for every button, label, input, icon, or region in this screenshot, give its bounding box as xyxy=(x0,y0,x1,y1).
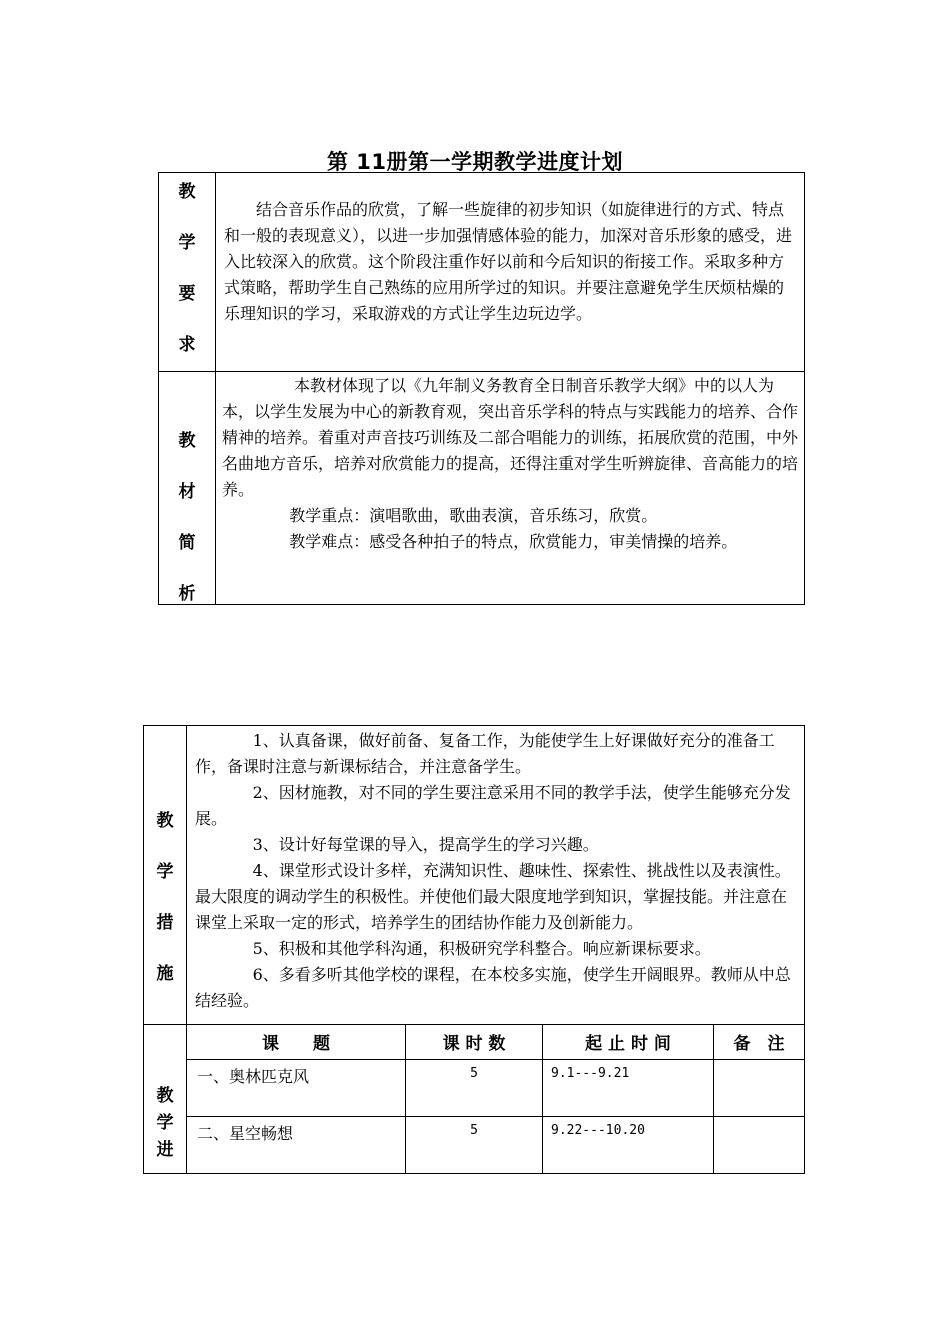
progress-row xyxy=(144,1060,805,1117)
label-char: 析 xyxy=(178,584,196,604)
measures-content xyxy=(187,726,805,1025)
cell-period: 9.1---9.21 xyxy=(543,1060,714,1117)
measures-label xyxy=(144,726,187,1025)
requirements-paragraph: 结合音乐作品的欣赏，了解一些旋律的初步知识（如旋律进行的方式、特点和一般的表现意义），以进一步加强情感体验的能力，加深对音乐形象的感受，进入比较深入的欣赏。这个阶段注重作好以前和今后知识的衔接工作。采取多种方式策略，帮助学生自己熟练的应用所学过的知识。并要注意避免学生厌烦枯燥的乐理知识的学习，采取游戏的方式让学生边玩边学。 xyxy=(224,200,793,323)
measures-item: 4、课堂形式设计多样，充满知识性、趣味性、探索性、挑战性以及表演性。最大限度的调动学生的积极性。并使他们最大限度地学到知识，掌握技能。并注意在课堂上采取一定的形式，培养学生的团结协作能力及创新能力。 xyxy=(195,861,791,932)
materials-difficulty: 教学难点：感受各种拍子的特点，欣赏能力，审美情操的培养。 xyxy=(289,532,738,551)
plan-table-top xyxy=(158,172,805,605)
label-char: 措 xyxy=(156,913,174,933)
materials-focus: 教学重点：演唱歌曲，歌曲表演，音乐练习，欣赏。 xyxy=(289,506,658,525)
col-header-period: 起 止 时 间 xyxy=(543,1025,714,1060)
cell-period: 9.22---10.20 xyxy=(543,1117,714,1174)
label-char: 教 xyxy=(178,431,196,451)
label-char: 学 xyxy=(178,233,196,253)
materials-content xyxy=(216,372,805,605)
page-title: 第 11册第一学期教学进度计划 xyxy=(326,150,624,174)
label-char: 施 xyxy=(156,964,174,984)
label-char: 教 xyxy=(156,1086,174,1106)
cell-note xyxy=(714,1117,805,1174)
label-char: 教 xyxy=(156,811,174,831)
cell-topic: 一、奥林匹克风 xyxy=(187,1060,406,1117)
label-char: 学 xyxy=(156,1113,174,1133)
label-char: 学 xyxy=(156,862,174,882)
progress-header-row xyxy=(144,1025,805,1060)
label-char: 材 xyxy=(178,482,196,502)
measures-item: 6、多看多听其他学校的课程，在本校多实施，使学生开阔眼界。教师从中总结经验。 xyxy=(195,965,791,1010)
materials-paragraph: 本教材体现了以《九年制义务教育全日制音乐教学大纲》中的以人为本，以学生发展为中心的新教育观，突出音乐学科的特点与实践能力的培养、合作精神的培养。着重对声音技巧训练及二部合唱能力的训练，拓展欣赏的范围，中外名曲地方音乐，培养对欣赏能力的提高，还得注重对学生听辨旋律、音高能力的培养。 xyxy=(222,376,799,499)
label-char: 要 xyxy=(178,284,196,304)
materials-label xyxy=(159,372,216,605)
col-header-hours: 课 时 数 xyxy=(406,1025,543,1060)
progress-row xyxy=(144,1117,805,1174)
measures-item: 1、认真备课，做好前备、复备工作，为能使学生上好课做好充分的准备工作，备课时注意与新课标结合，并注意备学生。 xyxy=(195,731,775,776)
col-header-topic: 课 题 xyxy=(187,1025,406,1060)
col-header-note: 备 注 xyxy=(714,1025,805,1060)
label-char: 进 xyxy=(156,1140,174,1160)
cell-hours: 5 xyxy=(406,1060,543,1117)
measures-item: 2、因材施教，对不同的学生要注意采用不同的教学手法，使学生能够充分发展。 xyxy=(195,783,791,828)
cell-note xyxy=(714,1060,805,1117)
measures-item: 5、积极和其他学科沟通，积极研究学科整合。响应新课标要求。 xyxy=(252,939,711,958)
materials-row xyxy=(159,372,805,605)
measures-row xyxy=(144,726,805,1025)
requirements-content xyxy=(216,173,805,372)
cell-topic: 二、星空畅想 xyxy=(187,1117,406,1174)
requirements-row xyxy=(159,173,805,372)
label-char: 教 xyxy=(178,182,196,202)
label-char: 简 xyxy=(178,533,196,553)
measures-item: 3、设计好每堂课的导入，提高学生的学习兴趣。 xyxy=(252,835,599,854)
requirements-label xyxy=(159,173,216,372)
label-char: 求 xyxy=(178,335,196,355)
cell-hours: 5 xyxy=(406,1117,543,1174)
progress-label xyxy=(144,1025,187,1174)
plan-table-bottom xyxy=(143,725,805,1174)
